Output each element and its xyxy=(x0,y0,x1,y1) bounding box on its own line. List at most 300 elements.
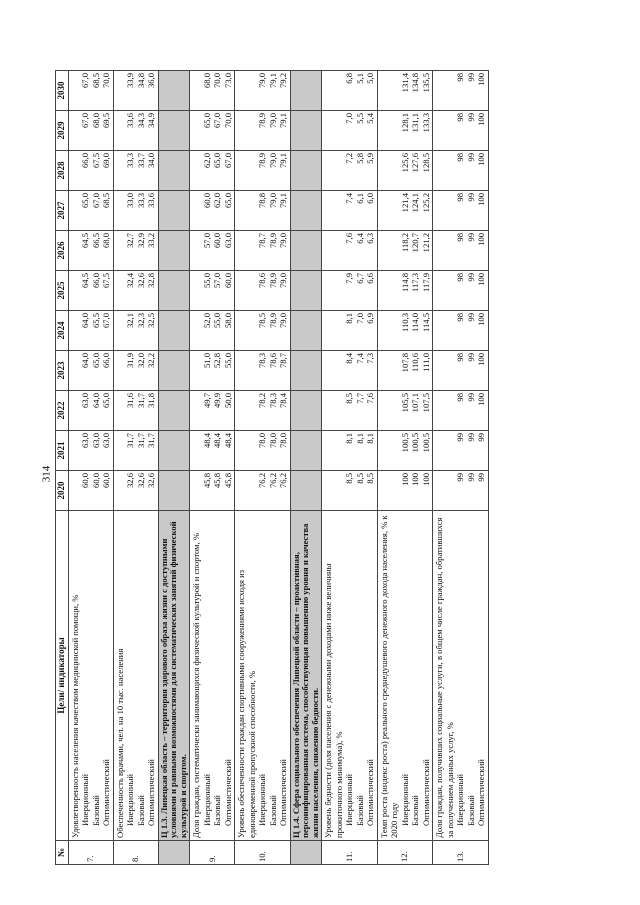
section-empty-cell xyxy=(158,71,189,111)
scenario-value: 127,6 xyxy=(410,153,421,173)
scenario-value: 99 xyxy=(465,113,476,122)
scenario-value: 65,5 xyxy=(90,313,101,329)
scenario-value: 79,0 xyxy=(267,193,278,209)
scenario-value: 125,2 xyxy=(420,193,431,213)
scenario-value: 33,3 xyxy=(135,193,146,209)
scenario-value: 79,2 xyxy=(278,73,289,89)
scenario-label: Оптимистический xyxy=(222,759,233,826)
scenario-value: 99 xyxy=(476,433,487,442)
scenario-value: 8,4 xyxy=(344,353,355,364)
scenario-value: 67,0 xyxy=(222,153,233,169)
scenario-value: 64,0 xyxy=(90,393,101,409)
section-title: Ц 1.3. Липецкая область – территория здорового образа жизни с доступными условиями и равными возможностями для систематических занятий физической культурой и спортом. xyxy=(158,511,189,841)
scenario-value: 68,0 xyxy=(201,73,212,89)
scenario-value: 6,7 xyxy=(354,273,365,284)
value-cell-2023 xyxy=(190,351,235,391)
value-cell-2022 xyxy=(68,391,113,431)
value-cell-2027 xyxy=(235,191,291,231)
scenario-label: Базовый xyxy=(354,795,365,826)
scenario-value: 70,0 xyxy=(101,73,112,89)
scenario-value: 33,3 xyxy=(125,153,136,169)
scenario-value: 78,6 xyxy=(257,273,268,289)
scenario-value: 70,0 xyxy=(222,113,233,129)
scenario-value: 5,4 xyxy=(365,113,376,124)
scenario-value: 7,6 xyxy=(344,233,355,244)
scenario-value: 99 xyxy=(465,233,476,242)
scenario-label: Оптимистический xyxy=(146,759,157,826)
value-cell-2024 xyxy=(235,311,291,351)
scenario-value: 67,0 xyxy=(80,73,91,89)
section-empty-cell xyxy=(158,111,189,151)
scenario-value: 32,2 xyxy=(146,353,157,369)
scenario-value: 45,8 xyxy=(201,473,212,489)
value-cell-2020 xyxy=(377,471,433,511)
indicator-title: Темп роста (индекс роста) реального среднедушевого денежного дохода населения, % к 2020 году xyxy=(378,515,400,838)
header-year-2027: 2027 xyxy=(56,191,69,231)
scenario-value: 66,0 xyxy=(101,353,112,369)
value-cell-2021 xyxy=(68,431,113,471)
scenario-value: 78,3 xyxy=(257,353,268,369)
scenario-value: 8,1 xyxy=(354,433,365,444)
value-cell-2029 xyxy=(190,111,235,151)
header-year-2024: 2024 xyxy=(56,311,69,351)
scenario-value: 65,0 xyxy=(101,393,112,409)
scenario-value: 32,9 xyxy=(135,233,146,249)
scenario-label: Инерционный xyxy=(80,774,91,826)
value-cell-2030 xyxy=(433,71,489,111)
scenario-label: Базовый xyxy=(212,795,223,826)
scenario-label: Базовый xyxy=(465,795,476,826)
scenario-value: 55,0 xyxy=(212,313,223,329)
scenario-value: 76,2 xyxy=(257,473,268,489)
scenario-value: 31,8 xyxy=(146,393,157,409)
scenario-value: 51,0 xyxy=(201,353,212,369)
scenario-value: 7,4 xyxy=(344,193,355,204)
header-year-2026: 2026 xyxy=(56,231,69,271)
value-cell-2024 xyxy=(377,311,433,351)
scenario-value: 79,0 xyxy=(257,73,268,89)
section-empty-cell xyxy=(290,71,321,111)
scenario-value: 66,5 xyxy=(90,233,101,249)
value-cell-2022 xyxy=(190,391,235,431)
table-body xyxy=(68,71,488,865)
section-empty-cell xyxy=(290,391,321,431)
scenario-value: 100 xyxy=(476,153,487,166)
indicator-cell xyxy=(190,511,235,841)
scenario-value: 128,1 xyxy=(399,113,410,133)
section-empty-cell xyxy=(158,151,189,191)
scenario-value: 78,5 xyxy=(257,313,268,329)
scenario-value: 76,2 xyxy=(267,473,278,489)
section-empty-cell xyxy=(290,191,321,231)
scenario-value: 55,0 xyxy=(201,273,212,289)
scenario-value: 33,7 xyxy=(135,153,146,169)
value-cell-2023 xyxy=(235,351,291,391)
scenario-value: 31,6 xyxy=(125,393,136,409)
scenario-value: 64,5 xyxy=(80,273,91,289)
scenario-value: 60,0 xyxy=(101,473,112,489)
scenario-value: 78,9 xyxy=(257,113,268,129)
indicator-cell xyxy=(377,511,433,841)
value-cell-2030 xyxy=(113,71,158,111)
value-cell-2023 xyxy=(322,351,378,391)
scenario-value: 70,0 xyxy=(212,73,223,89)
scenario-value: 78,0 xyxy=(257,433,268,449)
indicator-row xyxy=(190,71,235,865)
value-cell-2030 xyxy=(190,71,235,111)
scenario-value: 125,6 xyxy=(399,153,410,173)
scenario-value: 31,9 xyxy=(125,353,136,369)
scenario-value: 69,0 xyxy=(101,153,112,169)
section-empty-cell xyxy=(290,271,321,311)
value-cell-2021 xyxy=(235,431,291,471)
scenario-value: 67,0 xyxy=(212,113,223,129)
value-cell-2021 xyxy=(433,431,489,471)
section-title: Ц 1.4. Сфера социального обеспечения Липецкой области – проактивная, персонифицированная система, способствующая повышению уровня и качества жизни населения, снижению бедности. xyxy=(290,511,321,841)
scenario-value: 98 xyxy=(455,113,466,122)
scenario-value: 32,6 xyxy=(135,473,146,489)
scenario-value: 33,0 xyxy=(125,193,136,209)
indicator-cell xyxy=(113,511,158,841)
scenario-value: 98 xyxy=(455,233,466,242)
scenario-value: 135,5 xyxy=(420,73,431,93)
scenario-label: Базовый xyxy=(90,795,101,826)
scenario-value: 63,0 xyxy=(80,433,91,449)
scenario-value: 7,4 xyxy=(354,353,365,364)
scenario-value: 105,5 xyxy=(399,393,410,413)
scenario-value: 67,0 xyxy=(80,113,91,129)
scenario-value: 79,0 xyxy=(267,113,278,129)
value-cell-2028 xyxy=(113,151,158,191)
scenario-value: 34,9 xyxy=(146,113,157,129)
scenario-value: 57,0 xyxy=(201,233,212,249)
scenario-value: 6,3 xyxy=(365,233,376,244)
scenario-value: 99 xyxy=(465,73,476,82)
scenario-label: Оптимистический xyxy=(101,759,112,826)
scenario-value: 78,9 xyxy=(267,233,278,249)
scenario-value: 48,4 xyxy=(201,433,212,449)
scenario-value: 33,6 xyxy=(146,193,157,209)
scenario-value: 6,1 xyxy=(354,193,365,204)
scenario-value: 32,6 xyxy=(125,473,136,489)
scenario-value: 6,4 xyxy=(354,233,365,244)
value-cell-2022 xyxy=(377,391,433,431)
scenario-value: 66,0 xyxy=(90,273,101,289)
scenario-value: 128,5 xyxy=(420,153,431,173)
scenario-value: 99 xyxy=(465,393,476,402)
scenario-value: 107,1 xyxy=(410,393,421,413)
indicator-number: 8. xyxy=(113,841,158,865)
indicator-row xyxy=(235,71,291,865)
scenario-value: 67,5 xyxy=(90,153,101,169)
scenario-value: 8,1 xyxy=(365,433,376,444)
value-cell-2024 xyxy=(322,311,378,351)
scenario-value: 99 xyxy=(465,153,476,162)
section-empty-cell xyxy=(290,351,321,391)
indicator-cell xyxy=(433,511,489,841)
scenario-value: 6,9 xyxy=(365,313,376,324)
scenario-value: 65,0 xyxy=(212,153,223,169)
scenario-value: 67,0 xyxy=(90,193,101,209)
scenario-value: 31,7 xyxy=(135,393,146,409)
scenario-value: 62,0 xyxy=(201,153,212,169)
scenario-value: 5,8 xyxy=(354,153,365,164)
scenario-label: Базовый xyxy=(267,795,278,826)
scenario-value: 48,4 xyxy=(222,433,233,449)
scenario-value: 79,0 xyxy=(278,233,289,249)
scenario-value: 60,0 xyxy=(222,273,233,289)
scenario-value: 100 xyxy=(420,473,431,486)
scenario-value: 49,9 xyxy=(212,393,223,409)
scenario-value: 5,9 xyxy=(365,153,376,164)
scenario-value: 107,8 xyxy=(399,353,410,373)
section-empty-cell xyxy=(158,191,189,231)
section-row xyxy=(290,71,321,865)
value-cell-2027 xyxy=(190,191,235,231)
scenario-value: 32,5 xyxy=(146,313,157,329)
scenario-value: 45,8 xyxy=(212,473,223,489)
value-cell-2026 xyxy=(113,231,158,271)
value-cell-2025 xyxy=(322,271,378,311)
indicator-row xyxy=(377,71,433,865)
scenario-value: 78,8 xyxy=(257,193,268,209)
value-cell-2029 xyxy=(322,111,378,151)
scenario-value: 99 xyxy=(465,273,476,282)
scenario-value: 49,7 xyxy=(201,393,212,409)
scenario-value: 33,2 xyxy=(146,233,157,249)
scenario-value: 7,3 xyxy=(365,353,376,364)
scenario-value: 100 xyxy=(476,313,487,326)
value-cell-2027 xyxy=(113,191,158,231)
scenario-value: 124,1 xyxy=(410,193,421,213)
scenario-value: 64,0 xyxy=(80,353,91,369)
scenario-value: 7,9 xyxy=(344,273,355,284)
value-cell-2027 xyxy=(68,191,113,231)
scenario-value: 67,0 xyxy=(101,313,112,329)
scenario-value: 48,4 xyxy=(212,433,223,449)
scenario-value: 45,8 xyxy=(222,473,233,489)
scenario-value: 32,6 xyxy=(146,473,157,489)
value-cell-2029 xyxy=(113,111,158,151)
scenario-value: 63,0 xyxy=(80,393,91,409)
scenario-value: 100 xyxy=(410,473,421,486)
value-cell-2022 xyxy=(113,391,158,431)
value-cell-2024 xyxy=(113,311,158,351)
table-header-row xyxy=(56,71,69,865)
value-cell-2026 xyxy=(190,231,235,271)
scenario-value: 60,0 xyxy=(201,193,212,209)
scenario-value: 32,3 xyxy=(135,313,146,329)
scenario-value: 8,5 xyxy=(365,473,376,484)
indicator-title: Обеспеченность врачами, чел. на 10 тыс. населения xyxy=(114,648,125,838)
scenario-value: 63,0 xyxy=(222,233,233,249)
scenario-value: 65,0 xyxy=(222,193,233,209)
value-cell-2020 xyxy=(190,471,235,511)
value-cell-2022 xyxy=(235,391,291,431)
scenario-value: 99 xyxy=(465,193,476,202)
scenario-value: 100 xyxy=(476,73,487,86)
indicator-cell xyxy=(235,511,291,841)
value-cell-2026 xyxy=(377,231,433,271)
value-cell-2023 xyxy=(433,351,489,391)
value-cell-2022 xyxy=(433,391,489,431)
section-empty-cell xyxy=(158,311,189,351)
scenario-value: 6,0 xyxy=(365,193,376,204)
scenario-value: 65,0 xyxy=(80,193,91,209)
value-cell-2023 xyxy=(377,351,433,391)
scenario-label: Базовый xyxy=(410,795,421,826)
indicators-table xyxy=(55,70,489,865)
scenario-value: 55,0 xyxy=(222,353,233,369)
value-cell-2020 xyxy=(68,471,113,511)
scenario-value: 58,0 xyxy=(222,313,233,329)
scenario-value: 78,3 xyxy=(267,393,278,409)
indicator-number: 13. xyxy=(433,841,489,865)
scenario-value: 7,0 xyxy=(354,313,365,324)
scenario-label: Инерционный xyxy=(257,774,268,826)
section-empty-cell xyxy=(158,431,189,471)
value-cell-2021 xyxy=(113,431,158,471)
value-cell-2030 xyxy=(68,71,113,111)
value-cell-2022 xyxy=(322,391,378,431)
value-cell-2023 xyxy=(113,351,158,391)
indicator-cell xyxy=(322,511,378,841)
scenario-value: 8,1 xyxy=(344,433,355,444)
scenario-value: 131,4 xyxy=(399,73,410,93)
section-empty-cell xyxy=(290,231,321,271)
indicator-row xyxy=(433,71,489,865)
value-cell-2026 xyxy=(322,231,378,271)
scenario-value: 34,8 xyxy=(135,73,146,89)
value-cell-2025 xyxy=(190,271,235,311)
scenario-label: Инерционный xyxy=(201,774,212,826)
scenario-value: 100 xyxy=(476,353,487,366)
indicator-cell xyxy=(68,511,113,841)
value-cell-2025 xyxy=(433,271,489,311)
scenario-value: 7,7 xyxy=(354,393,365,404)
scenario-value: 99 xyxy=(455,433,466,442)
scenario-value: 99 xyxy=(455,473,466,482)
indicator-row xyxy=(322,71,378,865)
scenario-value: 8,5 xyxy=(354,473,365,484)
scenario-value: 110,3 xyxy=(399,313,410,333)
scenario-value: 98 xyxy=(455,73,466,82)
scenario-value: 100 xyxy=(476,273,487,286)
scenario-value: 64,0 xyxy=(80,313,91,329)
value-cell-2029 xyxy=(433,111,489,151)
scenario-value: 57,0 xyxy=(212,273,223,289)
scenario-value: 64,5 xyxy=(80,233,91,249)
scenario-label: Инерционный xyxy=(344,774,355,826)
scenario-value: 79,1 xyxy=(267,73,278,89)
scenario-value: 60,0 xyxy=(212,233,223,249)
scenario-label: Инерционный xyxy=(399,774,410,826)
value-cell-2025 xyxy=(377,271,433,311)
indicator-row xyxy=(113,71,158,865)
scenario-value: 100,5 xyxy=(420,433,431,453)
scenario-value: 8,5 xyxy=(344,473,355,484)
section-row xyxy=(158,71,189,865)
scenario-value: 52,0 xyxy=(201,313,212,329)
scenario-value: 5,1 xyxy=(354,73,365,84)
scenario-value: 78,4 xyxy=(278,393,289,409)
indicator-title: Уровень бедности (доля населения с денежными доходами ниже величины прожиточного минимума), % xyxy=(323,563,344,838)
value-cell-2028 xyxy=(190,151,235,191)
value-cell-2021 xyxy=(377,431,433,471)
scenario-value: 79,0 xyxy=(278,313,289,329)
scenario-value: 5,0 xyxy=(365,73,376,84)
indicators-table-wrapper xyxy=(55,70,615,865)
scenario-value: 78,0 xyxy=(278,433,289,449)
section-empty-cell xyxy=(158,271,189,311)
section-empty-cell xyxy=(158,391,189,431)
scenario-value: 73,0 xyxy=(222,73,233,89)
value-cell-2020 xyxy=(322,471,378,511)
scenario-value: 7,0 xyxy=(344,113,355,124)
scenario-label: Инерционный xyxy=(125,774,136,826)
value-cell-2024 xyxy=(190,311,235,351)
scenario-value: 60,0 xyxy=(80,473,91,489)
scenario-value: 78,7 xyxy=(278,353,289,369)
value-cell-2028 xyxy=(68,151,113,191)
scenario-value: 79,1 xyxy=(278,153,289,169)
scenario-value: 121,4 xyxy=(399,193,410,213)
indicator-number: 11. xyxy=(322,841,378,865)
indicator-number: 12. xyxy=(377,841,433,865)
value-cell-2028 xyxy=(322,151,378,191)
scenario-value: 100,5 xyxy=(399,433,410,453)
value-cell-2029 xyxy=(235,111,291,151)
scenario-value: 31,7 xyxy=(125,433,136,449)
scenario-value: 68,0 xyxy=(101,233,112,249)
value-cell-2021 xyxy=(190,431,235,471)
scenario-value: 78,9 xyxy=(267,273,278,289)
header-indicator: Цели/ индикаторы xyxy=(56,511,69,841)
value-cell-2026 xyxy=(68,231,113,271)
value-cell-2025 xyxy=(113,271,158,311)
scenario-value: 65,0 xyxy=(201,113,212,129)
indicator-title: Доля граждан, получивших социальные услуги, в общем числе граждан, обратившихся за получением данных услуг, % xyxy=(434,517,455,838)
header-year-2030: 2030 xyxy=(56,71,69,111)
scenario-label: Оптимистический xyxy=(278,759,289,826)
scenario-value: 5,5 xyxy=(354,113,365,124)
scenario-value: 100 xyxy=(476,393,487,406)
section-num-cell xyxy=(158,841,189,865)
scenario-value: 100 xyxy=(476,193,487,206)
section-empty-cell xyxy=(290,311,321,351)
header-year-2023: 2023 xyxy=(56,351,69,391)
scenario-value: 68,5 xyxy=(90,73,101,89)
scenario-value: 117,3 xyxy=(410,273,421,293)
scenario-value: 98 xyxy=(455,273,466,282)
indicator-title: Удовлетворенность населения качеством медицинской помощи, % xyxy=(69,594,80,838)
section-num-cell xyxy=(290,841,321,865)
scenario-value: 7,6 xyxy=(365,393,376,404)
scenario-value: 107,5 xyxy=(420,393,431,413)
value-cell-2020 xyxy=(235,471,291,511)
scenario-value: 134,8 xyxy=(410,73,421,93)
scenario-value: 50,0 xyxy=(222,393,233,409)
scenario-value: 100 xyxy=(476,233,487,246)
scenario-value: 120,7 xyxy=(410,233,421,253)
section-empty-cell xyxy=(290,111,321,151)
value-cell-2028 xyxy=(377,151,433,191)
scenario-value: 32,4 xyxy=(125,273,136,289)
scenario-value: 114,5 xyxy=(420,313,431,333)
indicator-number: 9. xyxy=(190,841,235,865)
scenario-value: 78,2 xyxy=(257,393,268,409)
value-cell-2028 xyxy=(235,151,291,191)
